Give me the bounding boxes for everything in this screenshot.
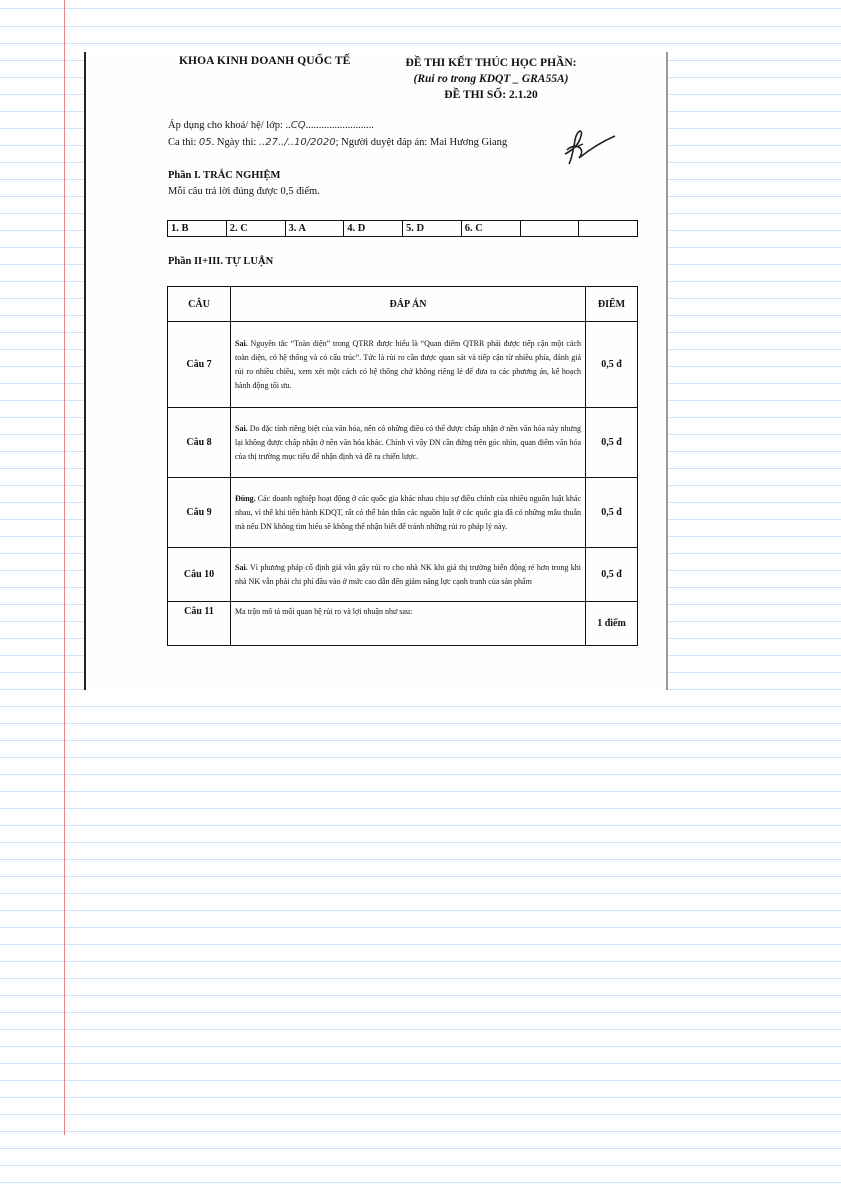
mc-cell-6: 6. C [461,221,520,237]
essay-header-row [168,287,638,322]
table-row [168,322,638,408]
table-row [168,548,638,602]
apply-value: CQ [290,120,306,131]
table-row [168,602,638,646]
signature [559,124,619,166]
column-question: CÂU [168,287,231,322]
answer-body: Vì phương pháp cố định giá vẫn gây rủi ro cho nhà NK khi giá thị trường biến động rẻ hơn trong khi nhà NK vẫn phải chi phí đầu vào ở mức cao dẫn đến giảm năng lực cạnh tranh của sản phẩm [235,562,581,586]
mc-cell-8 [579,221,638,237]
shift-value: 05 [198,137,212,148]
answer-verdict: Sai. [235,562,248,572]
mc-cell-2: 2. C [226,221,285,237]
answer-body: Nguyên tắc “Toàn diện” trong QTRR được hiểu là “Quan điểm QTRR phải được tiếp cận một cách toàn diện, có hệ thống và có cấu trúc”. Tức là rủi ro cần được quan sát và tiếp cận từ nhiều phía, đánh giá rủi ro nhiều chiều, xem xét một cách có hệ thống chứ không riêng lẻ để đưa ra các phương án, kế hoạch hành động tối ưu. [235,338,581,390]
multiple-choice-answers [167,220,638,237]
essay-answer-table [167,286,638,646]
answer-text [231,548,586,602]
question-number: Câu 7 [168,322,231,408]
answer-verdict: Sai. [235,423,248,433]
faculty-name: KHOA KINH DOANH QUỐC TẾ [179,55,351,67]
answer-body: Do đặc tính riêng biệt của văn hóa, nên có những điều có thể được chấp nhận ở nền văn hóa này nhưng lại không được chấp nhận ở nền văn hóa khác. Chính vì vậy DN cần đứng trên góc nhìn, quan điểm văn hóa của thị trường mục tiêu để nhận định và đề ra chiến lược. [235,423,581,461]
mc-cell-1: 1. B [168,221,227,237]
column-answer: ĐÁP ÁN [231,287,586,322]
question-number: Câu 9 [168,478,231,548]
answer-verdict: Sai. [235,338,248,348]
score-value: 0,5 đ [586,408,638,478]
answer-text [231,478,586,548]
mc-row [168,221,638,237]
part1-note: Mỗi câu trả lời đúng được 0,5 điểm. [168,186,320,197]
exam-header [396,55,586,103]
score-value: 0,5 đ [586,322,638,408]
question-number: Câu 11 [168,602,231,646]
score-value: 0,5 đ [586,548,638,602]
mc-cell-5: 5. D [403,221,462,237]
answer-body: Các doanh nghiệp hoạt động ở các quốc gia khác nhau chịu sự điều chỉnh của nhiều nguồn luật khác nhau, vì thế khi tiến hành KDQT, rất có thể bản thân các nguồn luật ở các quốc gia đã có những mâu thuẫn mà nếu DN không tìm hiểu sẽ không thể nhận biết để tránh những rủi ro pháp lý này. [235,493,581,531]
question-number: Câu 10 [168,548,231,602]
exam-title: ĐỀ THI KẾT THÚC HỌC PHẦN: [405,57,577,69]
course-name: (Rui ro trong KDQT _ GRA55A) [413,73,569,85]
shift-label: Ca thi: [168,137,197,148]
part2-title: Phần II+III. TỰ LUẬN [168,256,274,267]
answer-body: Ma trận mô tả mối quan hệ rủi ro và lợi nhuận như sau: [235,607,413,616]
score-value: 1 điểm [586,602,638,646]
question-number: Câu 8 [168,408,231,478]
approver-text: ; Người duyệt đáp án: Mai Hương Giang [335,137,508,148]
answer-verdict: Đúng. [235,493,256,503]
apply-label: Áp dụng cho khoá/ hệ/ lớp: .. [168,120,291,131]
apply-dots: .......................... [305,120,374,131]
score-value: 0,5 đ [586,478,638,548]
part1-title: Phần I. TRẮC NGHIỆM [168,170,281,181]
shift-date-line [168,137,507,148]
table-row [168,408,638,478]
table-row [168,478,638,548]
column-score: ĐIỂM [586,287,638,322]
mc-cell-3: 3. A [285,221,344,237]
scanned-exam-page [84,52,668,690]
date-value: ..27../..10/2020 [258,137,336,148]
mc-cell-4: 4. D [344,221,403,237]
mc-cell-7 [520,221,579,237]
date-label: . Ngày thi: [211,137,257,148]
answer-text [231,408,586,478]
exam-number: ĐỀ THI SỐ: 2.1.20 [444,89,538,101]
notebook-margin-line [64,0,65,1135]
apply-line [168,120,374,131]
answer-text [231,602,586,646]
answer-text [231,322,586,408]
